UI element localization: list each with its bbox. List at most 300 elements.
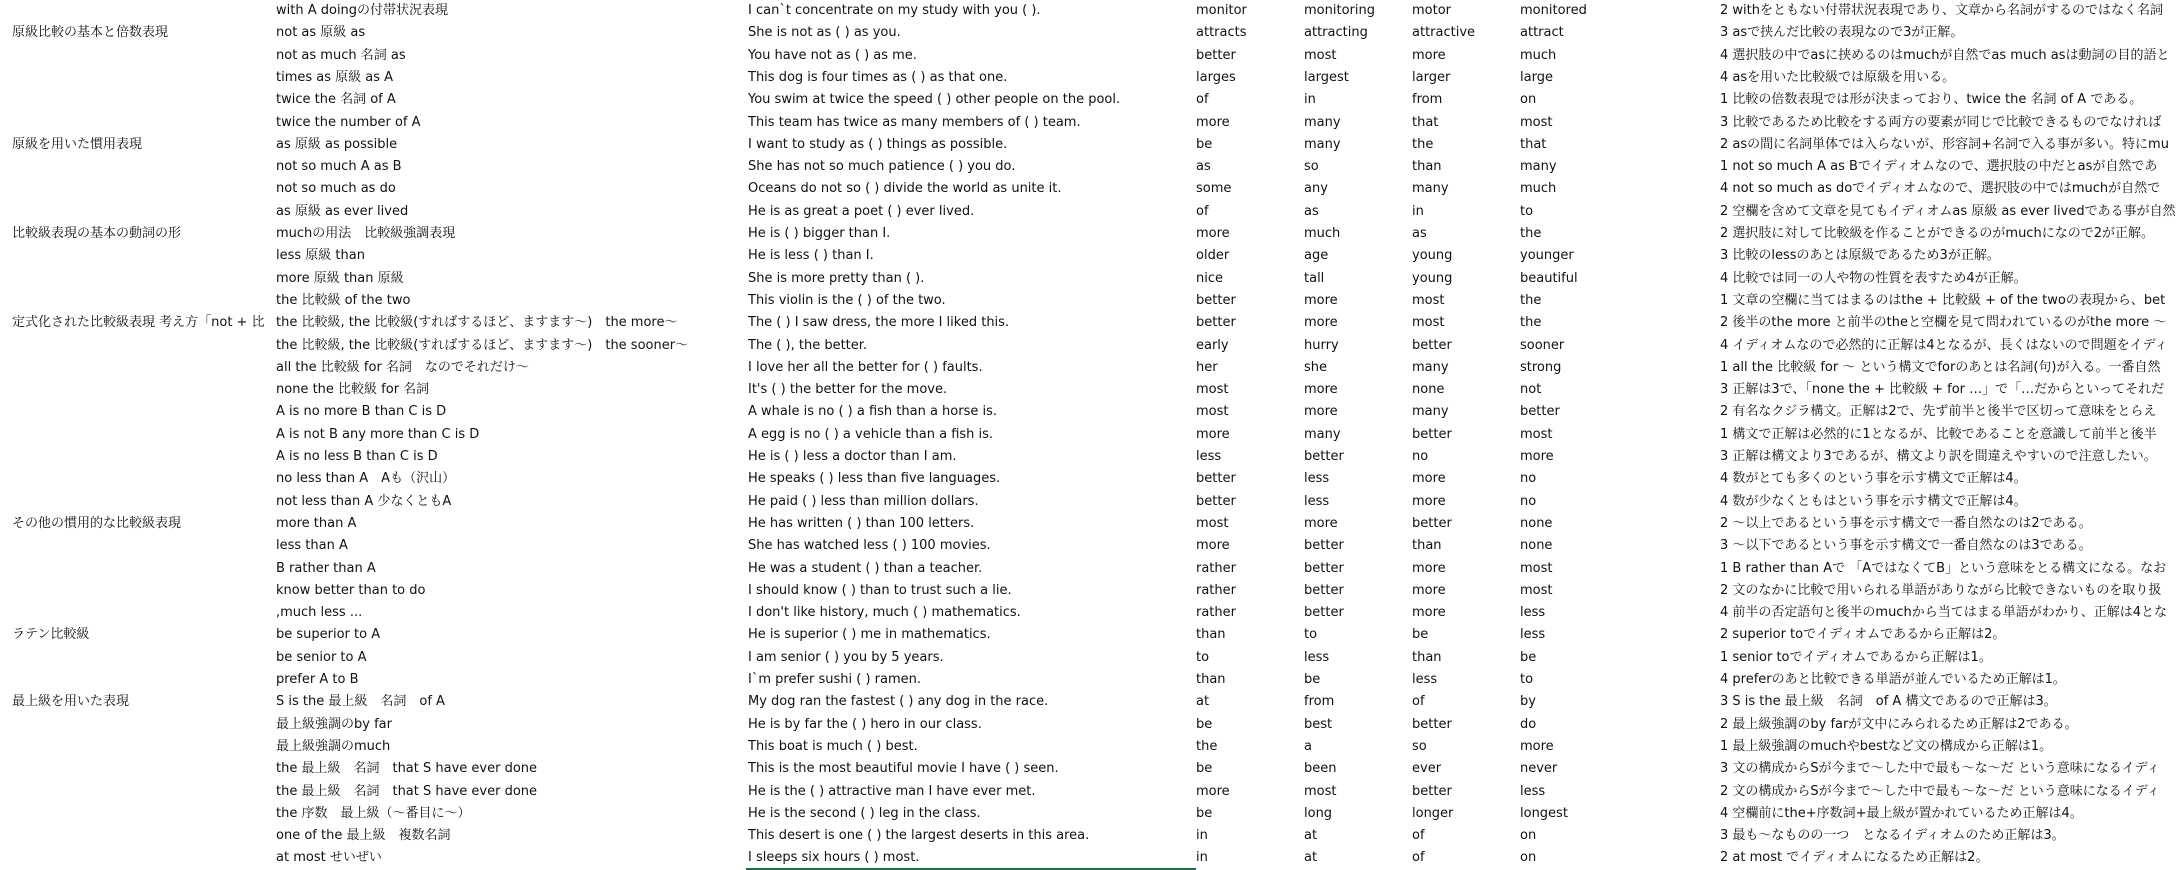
option-2-cell[interactable]: much	[1304, 226, 1341, 241]
explanation-cell[interactable]: 3 比較のlessのあとは原級であるため3が正解。	[1720, 248, 2000, 264]
option-2-cell[interactable]: in	[1304, 92, 1316, 108]
option-2-cell[interactable]: age	[1304, 248, 1329, 264]
sentence-cell[interactable]: A whale is no ( ) a fish than a horse is.	[748, 404, 998, 420]
pattern-cell[interactable]: B rather than A	[276, 560, 376, 576]
category-cell[interactable]: 最上級を用いた表現	[12, 694, 130, 710]
option-3-cell[interactable]: be	[1412, 627, 1429, 643]
option-3-cell[interactable]: of	[1412, 850, 1425, 866]
sentence-cell[interactable]: He is by far the ( ) hero in our class.	[748, 716, 982, 732]
option-3-cell[interactable]: that	[1412, 114, 1439, 130]
sentence-cell[interactable]: He is superior ( ) me in mathematics.	[748, 627, 991, 643]
category-cell[interactable]	[10, 535, 276, 557]
sentence-cell[interactable]: He speaks ( ) less than five languages.	[748, 471, 1001, 487]
pattern-cell[interactable]: not as 原級 as	[276, 25, 366, 41]
option-1-cell[interactable]: more	[1196, 114, 1230, 130]
category-cell[interactable]: 原級を用いた慣用表現	[12, 136, 143, 152]
category-cell[interactable]	[10, 112, 276, 134]
explanation-cell[interactable]: 3 比較であるため比較をする両方の要素が同じで比較できるものでなければ	[1720, 114, 2162, 130]
pattern-cell[interactable]: more than A	[276, 515, 357, 531]
option-2-cell[interactable]: as	[1304, 203, 1319, 219]
option-3-cell[interactable]: of	[1412, 828, 1425, 844]
option-4-cell[interactable]: more	[1520, 738, 1554, 754]
option-2-cell[interactable]: largest	[1304, 69, 1349, 85]
explanation-cell[interactable]: 2 文の構成からSが今まで～した中で最も～な～だ という意味になるイディ	[1720, 783, 2160, 799]
explanation-cell[interactable]: 1 not so much A as Bでイディオムなので、選択肢の中だとasが自然であ	[1720, 159, 2158, 175]
option-4-cell[interactable]: monitored	[1520, 3, 1587, 18]
option-3-cell[interactable]: ever	[1412, 761, 1442, 777]
category-cell[interactable]	[10, 290, 276, 312]
option-1-cell[interactable]: better	[1196, 47, 1236, 63]
sentence-cell[interactable]: It's ( ) the better for the move.	[748, 382, 948, 398]
explanation-cell[interactable]: 4 前半の否定語句と後半のmuchから当てはまる単語がわかり、正解は4とな	[1720, 605, 2167, 621]
pattern-cell[interactable]: 最上級強調のby far	[276, 716, 392, 732]
option-3-cell[interactable]: young	[1412, 248, 1453, 264]
category-cell[interactable]	[10, 669, 276, 691]
option-4-cell[interactable]: large	[1520, 69, 1553, 85]
explanation-cell[interactable]: 2 最上級強調のby farが文中にみられるため正解は2である。	[1720, 716, 2078, 732]
option-1-cell[interactable]: better	[1196, 292, 1236, 308]
option-1-cell[interactable]: than	[1196, 627, 1226, 643]
option-4-cell[interactable]: most	[1520, 426, 1553, 442]
category-cell[interactable]	[10, 803, 276, 825]
option-2-cell[interactable]: many	[1304, 114, 1341, 130]
pattern-cell[interactable]: less than A	[276, 538, 348, 554]
option-4-cell[interactable]: be	[1520, 649, 1537, 665]
option-2-cell[interactable]: less	[1304, 471, 1330, 487]
sentence-cell[interactable]: I love her all the better for ( ) faults.	[748, 359, 983, 375]
option-4-cell[interactable]: that	[1520, 136, 1547, 152]
option-4-cell[interactable]: the	[1520, 226, 1542, 241]
option-2-cell[interactable]: better	[1304, 449, 1344, 464]
category-cell[interactable]	[10, 67, 276, 89]
option-4-cell[interactable]: longest	[1520, 805, 1568, 821]
sentence-cell[interactable]: I should know ( ) than to trust such a lie.	[748, 582, 1012, 598]
category-cell[interactable]	[10, 335, 276, 357]
option-2-cell[interactable]: any	[1304, 181, 1328, 197]
category-cell[interactable]: 原級比較の基本と倍数表現	[12, 25, 169, 41]
explanation-cell[interactable]: 2 文のなかに比較で用いられる単語がありながら比較できないものを取り扱	[1720, 582, 2162, 598]
category-cell[interactable]: ラテン比較級	[12, 627, 90, 643]
category-cell[interactable]	[10, 558, 276, 580]
option-3-cell[interactable]: of	[1412, 694, 1425, 710]
option-2-cell[interactable]: better	[1304, 605, 1344, 621]
pattern-cell[interactable]: twice the 名詞 of A	[276, 92, 396, 108]
option-1-cell[interactable]: early	[1196, 337, 1229, 353]
sentence-cell[interactable]: She has not so much patience ( ) you do.	[748, 159, 1016, 175]
option-1-cell[interactable]: most	[1196, 404, 1229, 420]
option-1-cell[interactable]: as	[1196, 159, 1211, 175]
category-cell[interactable]	[10, 89, 276, 111]
category-cell[interactable]	[10, 268, 276, 290]
option-3-cell[interactable]: larger	[1412, 69, 1451, 85]
option-4-cell[interactable]: better	[1520, 404, 1560, 420]
pattern-cell[interactable]: as 原級 as possible	[276, 136, 398, 152]
explanation-cell[interactable]: 1 all the 比較級 for ～ という構文でforのあとは名詞(句)が入る。一番自然	[1720, 359, 2161, 375]
option-3-cell[interactable]: many	[1412, 404, 1449, 420]
category-cell[interactable]	[10, 647, 276, 669]
sentence-cell[interactable]: I am senior ( ) you by 5 years.	[748, 649, 944, 665]
option-1-cell[interactable]: better	[1196, 315, 1236, 331]
pattern-cell[interactable]: the 比較級, the 比較級(すればするほど、ますます～) the sooner～	[276, 337, 689, 353]
option-4-cell[interactable]: less	[1520, 783, 1546, 799]
explanation-cell[interactable]: 4 preferのあと比較できる単語が並んでいるため正解は1。	[1720, 672, 2066, 687]
option-3-cell[interactable]: many	[1412, 359, 1449, 375]
option-1-cell[interactable]: more	[1196, 783, 1230, 799]
category-cell[interactable]	[10, 825, 276, 847]
pattern-cell[interactable]: not as much 名詞 as	[276, 47, 406, 63]
sentence-cell[interactable]: You swim at twice the speed ( ) other people on the pool.	[748, 92, 1121, 108]
option-4-cell[interactable]: less	[1520, 605, 1546, 621]
explanation-cell[interactable]: 3 最も～なものの一つ となるイディオムのため正解は3。	[1720, 828, 2065, 844]
pattern-cell[interactable]: prefer A to B	[276, 672, 359, 687]
explanation-cell[interactable]: 1 senior toでイディオムであるから正解は1。	[1720, 649, 1992, 665]
option-3-cell[interactable]: more	[1412, 605, 1446, 621]
category-cell[interactable]	[10, 491, 276, 513]
explanation-cell[interactable]: 2 ～以上であるという事を示す構文で一番自然なのは2である。	[1720, 515, 2092, 531]
option-2-cell[interactable]: better	[1304, 538, 1344, 554]
option-3-cell[interactable]: from	[1412, 92, 1443, 108]
option-2-cell[interactable]: less	[1304, 649, 1330, 665]
category-cell[interactable]	[10, 446, 276, 468]
option-3-cell[interactable]: better	[1412, 426, 1452, 442]
option-1-cell[interactable]: more	[1196, 226, 1230, 241]
explanation-cell[interactable]: 4 数がとても多くのという事を示す構文で正解は4。	[1720, 471, 2027, 487]
option-1-cell[interactable]: be	[1196, 805, 1213, 821]
pattern-cell[interactable]: S is the 最上級 名詞 of A	[276, 694, 445, 710]
pattern-cell[interactable]: be senior to A	[276, 649, 367, 665]
pattern-cell[interactable]: one of the 最上級 複数名詞	[276, 828, 451, 844]
sentence-cell[interactable]: This dog is four times as ( ) as that one.	[748, 69, 1008, 85]
option-1-cell[interactable]: her	[1196, 359, 1218, 375]
sentence-cell[interactable]: This violin is the ( ) of the two.	[748, 292, 946, 308]
option-2-cell[interactable]: monitoring	[1304, 3, 1375, 18]
pattern-cell[interactable]: the 最上級 名詞 that S have ever done	[276, 761, 538, 777]
option-1-cell[interactable]: to	[1196, 649, 1210, 665]
sentence-cell[interactable]: This is the most beautiful movie I have ( ) seen.	[748, 761, 1059, 777]
option-4-cell[interactable]: most	[1520, 114, 1553, 130]
pattern-cell[interactable]: A is no less B than C is D	[276, 449, 438, 464]
option-3-cell[interactable]: most	[1412, 315, 1445, 331]
option-3-cell[interactable]: better	[1412, 515, 1452, 531]
pattern-cell[interactable]: be superior to A	[276, 627, 381, 643]
option-1-cell[interactable]: rather	[1196, 605, 1236, 621]
explanation-cell[interactable]: 2 空欄を含めて文章を見てもイディオムas 原級 as ever livedである事が自然	[1720, 203, 2176, 219]
explanation-cell[interactable]: 2 at most でイディオムになるため正解は2。	[1720, 850, 1989, 866]
option-4-cell[interactable]: most	[1520, 560, 1553, 576]
option-3-cell[interactable]: than	[1412, 649, 1442, 665]
pattern-cell[interactable]: A is no more B than C is D	[276, 404, 447, 420]
option-1-cell[interactable]: the	[1196, 738, 1218, 754]
option-4-cell[interactable]: to	[1520, 672, 1534, 687]
explanation-cell[interactable]: 1 構文で正解は必然的に1となるが、比較であることを意識して前半と後半	[1720, 426, 2157, 442]
pattern-cell[interactable]: none the 比較級 for 名詞	[276, 382, 430, 398]
sentence-cell[interactable]: Oceans do not so ( ) divide the world as unite it.	[748, 181, 1062, 197]
pattern-cell[interactable]: more 原級 than 原級	[276, 270, 404, 286]
sentence-cell[interactable]: He is the ( ) attractive man I have ever met.	[748, 783, 1036, 799]
option-1-cell[interactable]: monitor	[1196, 3, 1247, 18]
option-4-cell[interactable]: less	[1520, 627, 1546, 643]
option-1-cell[interactable]: rather	[1196, 560, 1236, 576]
option-3-cell[interactable]: no	[1412, 449, 1429, 464]
option-4-cell[interactable]: younger	[1520, 248, 1574, 264]
option-2-cell[interactable]: more	[1304, 515, 1338, 531]
option-3-cell[interactable]: many	[1412, 181, 1449, 197]
option-3-cell[interactable]: more	[1412, 493, 1446, 509]
option-3-cell[interactable]: better	[1412, 337, 1452, 353]
option-4-cell[interactable]: more	[1520, 449, 1554, 464]
option-2-cell[interactable]: been	[1304, 761, 1337, 777]
sentence-cell[interactable]: I sleeps six hours ( ) most.	[746, 847, 1196, 869]
option-2-cell[interactable]: so	[1304, 159, 1319, 175]
pattern-cell[interactable]: muchの用法 比較級強調表現	[276, 226, 456, 241]
sentence-cell[interactable]: This team has twice as many members of ( ) team.	[748, 114, 1081, 130]
sentence-cell[interactable]: I want to study as ( ) things as possible.	[748, 136, 1008, 152]
option-2-cell[interactable]: many	[1304, 426, 1341, 442]
sentence-cell[interactable]: I`m prefer sushi ( ) ramen.	[748, 672, 922, 687]
category-cell[interactable]	[10, 714, 276, 736]
option-4-cell[interactable]: none	[1520, 538, 1553, 554]
option-3-cell[interactable]: better	[1412, 783, 1452, 799]
option-3-cell[interactable]: attractive	[1412, 25, 1476, 41]
option-4-cell[interactable]: most	[1520, 582, 1553, 598]
option-1-cell[interactable]: be	[1196, 761, 1213, 777]
sentence-cell[interactable]: The ( ), the better.	[748, 337, 868, 353]
pattern-cell[interactable]: not less than A 少なくともA	[276, 493, 452, 509]
option-1-cell[interactable]: be	[1196, 136, 1213, 152]
explanation-cell[interactable]: 2 withをともない付帯状況表現であり、文章から名詞がするのではなく名詞	[1720, 3, 2163, 18]
option-2-cell[interactable]: at	[1304, 828, 1318, 844]
option-2-cell[interactable]: less	[1304, 493, 1330, 509]
option-4-cell[interactable]: on	[1520, 828, 1537, 844]
option-3-cell[interactable]: more	[1412, 471, 1446, 487]
option-2-cell[interactable]: hurry	[1304, 337, 1339, 353]
sentence-cell[interactable]: He paid ( ) less than million dollars.	[748, 493, 979, 509]
option-2-cell[interactable]: more	[1304, 315, 1338, 331]
sentence-cell[interactable]: He is less ( ) than I.	[748, 248, 874, 264]
explanation-cell[interactable]: 3 正解は構文より3であるが、構文より訳を間違えやすいので注意したい。	[1720, 449, 2157, 464]
option-1-cell[interactable]: some	[1196, 181, 1232, 197]
option-1-cell[interactable]: larges	[1196, 69, 1236, 85]
option-3-cell[interactable]: more	[1412, 47, 1446, 63]
explanation-cell[interactable]: 3 asで挟んだ比較の表現なので3が正解。	[1720, 25, 1964, 41]
category-cell[interactable]	[10, 468, 276, 490]
option-3-cell[interactable]: young	[1412, 270, 1453, 286]
option-2-cell[interactable]: most	[1304, 783, 1337, 799]
category-cell[interactable]: 比較級表現の基本の動詞の形	[12, 226, 182, 241]
option-3-cell[interactable]: longer	[1412, 805, 1454, 821]
option-2-cell[interactable]: more	[1304, 292, 1338, 308]
pattern-cell[interactable]: twice the number of A	[276, 114, 421, 130]
explanation-cell[interactable]: 1 文章の空欄に当てはまるのはthe + 比較級 + of the twoの表現から、bet	[1720, 292, 2166, 308]
option-2-cell[interactable]: be	[1304, 672, 1321, 687]
pattern-cell[interactable]: the 比較級 of the two	[276, 292, 411, 308]
option-3-cell[interactable]: less	[1412, 672, 1438, 687]
pattern-cell[interactable]: ,much less ...	[276, 605, 363, 621]
explanation-cell[interactable]: 2 選択肢に対して比較級を作ることができるのがmuchになので2が正解。	[1720, 226, 2154, 241]
explanation-cell[interactable]: 4 asを用いた比較級では原級を用いる。	[1720, 69, 1956, 85]
option-1-cell[interactable]: older	[1196, 248, 1230, 264]
category-cell[interactable]	[10, 0, 276, 22]
explanation-cell[interactable]: 3 S is the 最上級 名詞 of A 構文であるので正解は3。	[1720, 694, 2057, 710]
sentence-cell[interactable]: She is not as ( ) as you.	[748, 25, 901, 41]
sentence-cell[interactable]: The ( ) I saw dress, the more I liked this.	[748, 315, 1010, 331]
option-4-cell[interactable]: sooner	[1520, 337, 1565, 353]
pattern-cell[interactable]: less 原級 than	[276, 248, 365, 264]
option-1-cell[interactable]: than	[1196, 672, 1226, 687]
explanation-cell[interactable]: 2 後半のthe more と前半のtheと空欄を見て問われているのがthe more ～	[1720, 315, 2167, 331]
option-1-cell[interactable]: rather	[1196, 582, 1236, 598]
option-1-cell[interactable]: of	[1196, 203, 1209, 219]
option-4-cell[interactable]: much	[1520, 47, 1557, 63]
category-cell[interactable]	[10, 379, 276, 401]
explanation-cell[interactable]: 4 イディオムなので必然的に正解は4となるが、長くはないので問題をイディ	[1720, 337, 2168, 353]
option-4-cell[interactable]: strong	[1520, 359, 1562, 375]
explanation-cell[interactable]: 3 ～以下であるという事を示す構文で一番自然なのは3である。	[1720, 538, 2092, 554]
sentence-cell[interactable]: He is ( ) bigger than I.	[748, 226, 891, 241]
option-4-cell[interactable]: not	[1520, 382, 1542, 398]
option-2-cell[interactable]: tall	[1304, 270, 1325, 286]
pattern-cell[interactable]: times as 原級 as A	[276, 69, 394, 85]
option-2-cell[interactable]: a	[1304, 738, 1312, 754]
option-4-cell[interactable]: on	[1520, 92, 1537, 108]
category-cell[interactable]: その他の慣用的な比較級表現	[12, 515, 182, 531]
option-2-cell[interactable]: attracting	[1304, 25, 1368, 41]
option-1-cell[interactable]: be	[1196, 716, 1213, 732]
option-3-cell[interactable]: so	[1412, 738, 1427, 754]
option-1-cell[interactable]: better	[1196, 493, 1236, 509]
option-4-cell[interactable]: do	[1520, 716, 1537, 732]
pattern-cell[interactable]: no less than A Aも（沢山）	[276, 471, 456, 487]
option-1-cell[interactable]: most	[1196, 382, 1229, 398]
option-3-cell[interactable]: better	[1412, 716, 1452, 732]
option-4-cell[interactable]: on	[1520, 850, 1537, 866]
pattern-cell[interactable]: all the 比較級 for 名詞 なのでそれだけ～	[276, 359, 529, 375]
category-cell[interactable]	[10, 602, 276, 624]
option-2-cell[interactable]: most	[1304, 47, 1337, 63]
category-cell[interactable]	[10, 201, 276, 223]
sentence-cell[interactable]: He is as great a poet ( ) ever lived.	[748, 203, 975, 219]
option-2-cell[interactable]: better	[1304, 560, 1344, 576]
option-2-cell[interactable]: from	[1304, 694, 1335, 710]
sentence-cell[interactable]: He was a student ( ) than a teacher.	[748, 560, 983, 576]
explanation-cell[interactable]: 2 asの間に名詞単体では入らないが、形容詞+名詞で入る事が多い。特にmu	[1720, 136, 2169, 152]
category-cell[interactable]	[10, 580, 276, 602]
option-1-cell[interactable]: most	[1196, 515, 1229, 531]
category-cell[interactable]	[10, 156, 276, 178]
option-4-cell[interactable]: beautiful	[1520, 270, 1578, 286]
option-3-cell[interactable]: the	[1412, 136, 1434, 152]
category-cell[interactable]	[10, 781, 276, 803]
option-4-cell[interactable]: attract	[1520, 25, 1564, 41]
option-4-cell[interactable]: none	[1520, 515, 1553, 531]
category-cell[interactable]	[10, 736, 276, 758]
option-2-cell[interactable]: more	[1304, 382, 1338, 398]
pattern-cell[interactable]: not so much as do	[276, 181, 396, 197]
option-4-cell[interactable]: no	[1520, 493, 1537, 509]
option-1-cell[interactable]: attracts	[1196, 25, 1247, 41]
category-cell[interactable]	[10, 847, 276, 869]
explanation-cell[interactable]: 4 比較では同一の人や物の性質を表すため4が正解。	[1720, 270, 2027, 286]
sentence-cell[interactable]: She has watched less ( ) 100 movies.	[748, 538, 991, 554]
category-cell[interactable]	[10, 357, 276, 379]
sentence-cell[interactable]: My dog ran the fastest ( ) any dog in the race.	[748, 694, 1049, 710]
option-3-cell[interactable]: more	[1412, 582, 1446, 598]
explanation-cell[interactable]: 1 B rather than Aで 「AではなくてB」という意味をとる構文になる。なお	[1720, 560, 2167, 576]
sentence-cell[interactable]: She is more pretty than ( ).	[748, 270, 925, 286]
pattern-cell[interactable]: the 最上級 名詞 that S have ever done	[276, 783, 538, 799]
sentence-cell[interactable]: This desert is one ( ) the largest deserts in this area.	[748, 828, 1090, 844]
pattern-cell[interactable]: 最上級強調のmuch	[276, 738, 391, 754]
option-2-cell[interactable]: best	[1304, 716, 1333, 732]
sentence-cell[interactable]: This boat is much ( ) best.	[748, 738, 918, 754]
option-2-cell[interactable]: long	[1304, 805, 1333, 821]
pattern-cell[interactable]: as 原級 as ever lived	[276, 203, 409, 219]
option-2-cell[interactable]: more	[1304, 404, 1338, 420]
explanation-cell[interactable]: 2 有名なクジラ構文。正解は2で、先ず前半と後半で区切って意味をとらえ	[1720, 404, 2157, 420]
option-1-cell[interactable]: better	[1196, 471, 1236, 487]
pattern-cell[interactable]: know better than to do	[276, 582, 426, 598]
explanation-cell[interactable]: 4 空欄前にthe+序数詞+最上級が置かれているため正解は4。	[1720, 805, 2083, 821]
option-4-cell[interactable]: never	[1520, 761, 1558, 777]
category-cell[interactable]	[10, 401, 276, 423]
category-cell[interactable]	[10, 45, 276, 67]
option-1-cell[interactable]: less	[1196, 449, 1222, 464]
option-1-cell[interactable]: nice	[1196, 270, 1223, 286]
sentence-cell[interactable]: A egg is no ( ) a vehicle than a fish is.	[748, 426, 994, 442]
option-1-cell[interactable]: in	[1196, 850, 1208, 866]
option-4-cell[interactable]: the	[1520, 315, 1542, 331]
category-cell[interactable]	[10, 758, 276, 780]
explanation-cell[interactable]: 3 文の構成からSが今まで～した中で最も～な～だ という意味になるイディ	[1720, 761, 2160, 777]
explanation-cell[interactable]: 4 数が少なくともはという事を示す構文で正解は4。	[1720, 493, 2027, 509]
category-cell[interactable]: 定式化された比較級表現 考え方「not + 比	[12, 315, 265, 331]
option-4-cell[interactable]: the	[1520, 292, 1542, 308]
option-4-cell[interactable]: to	[1520, 203, 1534, 219]
pattern-cell[interactable]: not so much A as B	[276, 159, 402, 175]
explanation-cell[interactable]: 2 superior toでイディオムであるから正解は2。	[1720, 627, 2006, 643]
sentence-cell[interactable]: You have not as ( ) as me.	[748, 47, 917, 63]
category-cell[interactable]	[10, 245, 276, 267]
option-4-cell[interactable]: much	[1520, 181, 1557, 197]
option-1-cell[interactable]: of	[1196, 92, 1209, 108]
explanation-cell[interactable]: 1 比較の倍数表現では形が決まっており、twice the 名詞 of A である。	[1720, 92, 2143, 108]
option-2-cell[interactable]: to	[1304, 627, 1318, 643]
explanation-cell[interactable]: 4 not so much as doでイディオムなので、選択肢の中ではmuchが自然で	[1720, 181, 2161, 197]
sentence-cell[interactable]: He has written ( ) than 100 letters.	[748, 515, 975, 531]
option-3-cell[interactable]: most	[1412, 292, 1445, 308]
option-3-cell[interactable]: in	[1412, 203, 1424, 219]
option-2-cell[interactable]: she	[1304, 359, 1328, 375]
option-3-cell[interactable]: as	[1412, 226, 1427, 241]
option-1-cell[interactable]: at	[1196, 694, 1210, 710]
pattern-cell[interactable]: at most せいぜい	[276, 850, 382, 866]
option-3-cell[interactable]: motor	[1412, 3, 1452, 18]
option-3-cell[interactable]: more	[1412, 560, 1446, 576]
sentence-cell[interactable]: I can`t concentrate on my study with you ( ).	[748, 3, 1041, 18]
option-3-cell[interactable]: than	[1412, 159, 1442, 175]
option-2-cell[interactable]: many	[1304, 136, 1341, 152]
option-2-cell[interactable]: better	[1304, 582, 1344, 598]
option-4-cell[interactable]: no	[1520, 471, 1537, 487]
category-cell[interactable]	[10, 178, 276, 200]
sentence-cell[interactable]: He is the second ( ) leg in the class.	[748, 805, 981, 821]
explanation-cell[interactable]: 4 選択肢の中でasに挟めるのはmuchが自然でas much asは動詞の目的語と	[1720, 47, 2170, 63]
sentence-cell[interactable]: I don't like history, much ( ) mathematics.	[748, 605, 1021, 621]
option-1-cell[interactable]: in	[1196, 828, 1208, 844]
explanation-cell[interactable]: 3 正解は3で、「none the + 比較級 + for …」で「…だからといってそれだ	[1720, 382, 2165, 398]
pattern-cell[interactable]: the 比較級, the 比較級(すればするほど、ますます～) the more～	[276, 315, 678, 331]
pattern-cell[interactable]: with A doingの付帯状況表現	[276, 3, 449, 18]
